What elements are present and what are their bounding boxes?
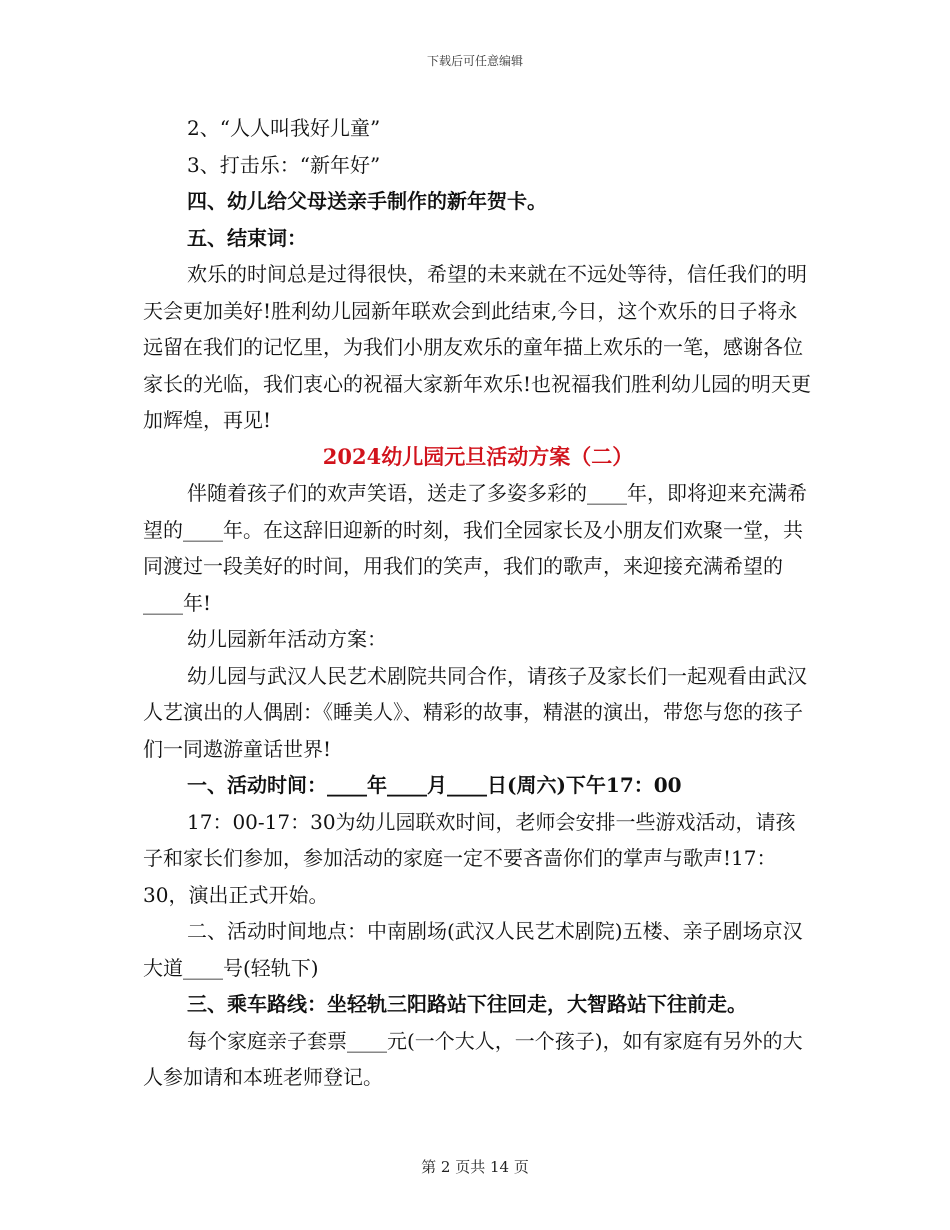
list-item: 3、打击乐：“新年好” xyxy=(187,152,381,177)
section-heading: 三、乘车路线：坐轻轨三阳路站下往回走，大智路站下往前走。 xyxy=(187,992,747,1016)
document-body xyxy=(143,110,813,1096)
page-number: 第 2 页共 14 页 xyxy=(421,1158,529,1176)
intro-paragraph: 伴随着孩子们的欢声笑语，送走了多姿多彩的____年，即将迎来充满希望的____年。在这辞旧迎新的时刻，我们全园家长及小朋友们欢聚一堂，共同渡过一段美好的时间，用我们的笑声，我们的歌声，来迎接充满希望的____年! xyxy=(143,481,807,615)
list-item: 2、“人人叫我好儿童” xyxy=(187,116,381,140)
page-header: 下载后可任意编辑 xyxy=(426,54,523,68)
closing-paragraph: 欢乐的时间总是过得很快，希望的未来就在不远处等待，信任我们的明天会更加美好!胜利幼儿园新年联欢会到此结束,今日，这个欢乐的日子将永远留在我们的记忆里，为我们小朋友欢乐的童年描上欢乐的一笔，感谢各位家长的光临，我们衷心的祝福大家新年欢乐!也祝福我们胜利幼儿园的明天更加辉煌，再见! xyxy=(143,262,812,432)
ticket-paragraph: 每个家庭亲子套票____元(一个大人，一个孩子)，如有家庭有另外的大人参加请和本班老师登记。 xyxy=(143,1028,803,1089)
schedule-paragraph: 17：00-17：30为幼儿园联欢时间，老师会安排一些游戏活动，请孩子和家长们参加，参加活动的家庭一定不要吝啬你们的掌声与歌声!17：30，演出正式开始。 xyxy=(143,809,796,907)
section-heading: 四、幼儿给父母送亲手制作的新年贺卡。 xyxy=(187,189,547,213)
section-heading: 五、结束词： xyxy=(187,225,307,250)
section-heading: 一、活动时间：____年____月____日(周六)下午17：00 xyxy=(187,773,682,797)
location-paragraph: 二、活动时间地点：中南剧场(武汉人民艺术剧院)五楼、亲子剧场京汉大道____号(轻轨下) xyxy=(143,919,803,980)
document-title: 2024幼儿园元旦活动方案（二） xyxy=(322,443,634,469)
plan-paragraph: 幼儿园与武汉人民艺术剧院共同合作，请孩子及家长们一起观看由武汉人艺演出的人偶剧：《睡美人》、精彩的故事，精湛的演出，带您与您的孩子们一同遨游童话世界! xyxy=(143,663,807,761)
plan-label: 幼儿园新年活动方案： xyxy=(187,627,387,651)
